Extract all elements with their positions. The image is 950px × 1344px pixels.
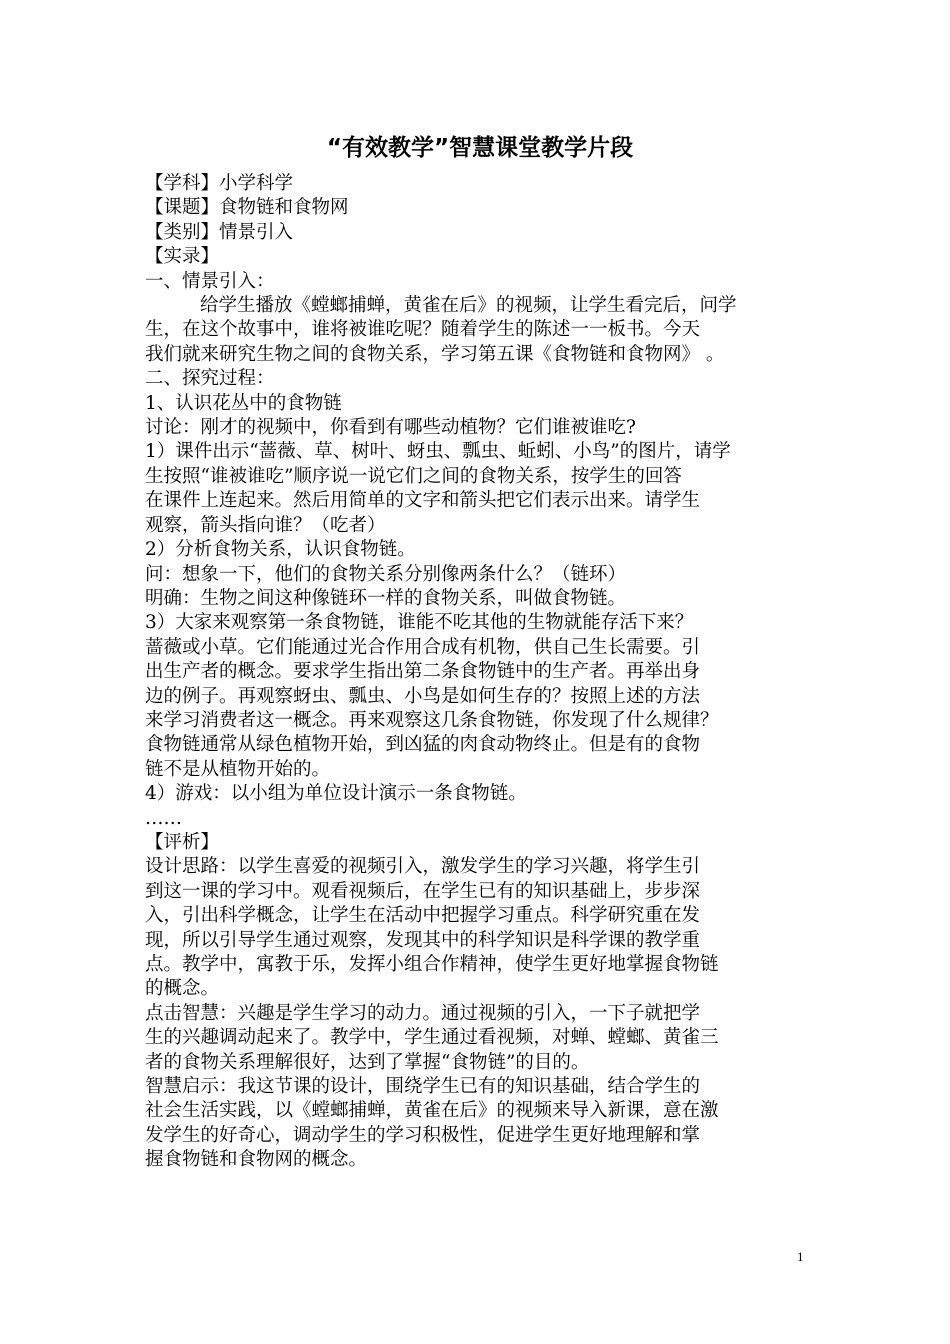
- document-title: “有效教学”智慧课堂教学片段: [326, 135, 634, 161]
- text-line: 者的食物关系理解很好，达到了掌握“食物链”的目的。: [145, 1051, 590, 1073]
- text-line: 边的例子。再观察蚜虫、瓢虫、小鸟是如何生存的？按照上述的方法: [145, 685, 701, 707]
- text-line: 1、认识花丛中的食物链: [145, 392, 342, 414]
- text-line: 社会生活实践，以《螳螂捕蝉，黄雀在后》的视频来导入新课，意在激: [145, 1100, 719, 1122]
- text-line: 出生产者的概念。要求学生指出第二条食物链中的生产者。再举出身: [145, 661, 701, 683]
- document-body: [145, 172, 835, 1173]
- text-line: 发学生的好奇心，调动学生的学习积极性，促进学生更好地理解和掌: [145, 1124, 701, 1146]
- text-line: 2）分析食物关系，认识食物链。: [145, 539, 416, 561]
- text-line: 握食物链和食物网的概念。: [145, 1149, 368, 1171]
- text-line: 二、探究过程：: [145, 368, 275, 390]
- text-line: ……: [145, 807, 182, 829]
- text-line: 1）课件出示“蔷薇、草、树叶、蚜虫、瓢虫、蚯蚓、小鸟”的图片，请学: [145, 441, 731, 463]
- text-line: 智慧启示：我这节课的设计，围绕学生已有的知识基础，结合学生的: [145, 1076, 701, 1098]
- page-number: 1: [797, 1249, 804, 1264]
- text-line: 设计思路：以学生喜爱的视频引入，激发学生的学习兴趣，将学生引: [145, 856, 701, 878]
- text-line: 蔷薇或小草。它们能通过光合作用合成有机物，供自己生长需要。引: [145, 636, 701, 658]
- text-line: 入，引出科学概念，让学生在活动中把握学习重点。科学研究重在发: [145, 905, 701, 927]
- text-line: 到这一课的学习中。观看视频后，在学生已有的知识基础上，步步深: [145, 880, 701, 902]
- text-line: 点。教学中，寓教于乐，发挥小组合作精神，使学生更好地掌握食物链: [145, 954, 719, 975]
- text-line: 【学科】小学科学: [145, 173, 294, 194]
- text-line: 4）游戏：以小组为单位设计演示一条食物链。: [145, 783, 527, 805]
- text-line: 问：想象一下，他们的食物关系分别像两条什么？（链环）: [145, 563, 627, 585]
- text-line: 【实录】: [145, 246, 220, 268]
- text-line: 在课件上连起来。然后用简单的文字和箭头把它们表示出来。请学生: [145, 490, 701, 512]
- text-line: 观察，箭头指向谁？（吃者）: [145, 514, 386, 536]
- text-line: 一、情景引入：: [145, 270, 275, 292]
- text-line: 生，在这个故事中，谁将被谁吃呢？随着学生的陈述一一板书。今天: [145, 319, 701, 341]
- text-line: 链不是从植物开始的。: [145, 758, 331, 780]
- text-line: 生的兴趣调动起来了。教学中，学生通过看视频，对蝉、螳螂、黄雀三: [145, 1027, 719, 1049]
- text-line: 来学习消费者这一概念。再来观察这几条食物链，你发现了什么规律？: [145, 709, 719, 731]
- text-line: 【评析】: [145, 831, 220, 853]
- text-line: 生按照“谁被谁吃”顺序说一说它们之间的食物关系，按学生的回答: [145, 465, 682, 487]
- text-line: 明确：生物之间这种像链环一样的食物关系，叫做食物链。: [145, 587, 627, 609]
- text-line: 的概念。: [145, 978, 220, 1000]
- text-line: 食物链通常从绿色植物开始，到凶猛的肉食动物终止。但是有的食物: [145, 734, 701, 756]
- text-line: 讨论：刚才的视频中，你看到有哪些动植物？它们谁被谁吃?: [145, 417, 636, 439]
- text-line: 3）大家来观察第一条食物链，谁能不吃其他的生物就能存活下来？: [145, 612, 694, 634]
- text-line: 【课题】食物链和食物网: [145, 197, 349, 219]
- text-line: 现，所以引导学生通过观察，发现其中的科学知识是科学课的教学重: [145, 929, 701, 951]
- text-line: 点击智慧：兴趣是学生学习的动力。通过视频的引入，一下子就把学: [145, 1002, 701, 1024]
- text-line: 【类别】情景引入: [145, 221, 294, 243]
- text-line: 我们就来研究生物之间的食物关系，学习第五课《食物链和食物网》 。: [145, 343, 725, 365]
- text-line: 给学生播放《螳螂捕蝉，黄雀在后》的视频，让学生看完后，问学: [200, 295, 737, 317]
